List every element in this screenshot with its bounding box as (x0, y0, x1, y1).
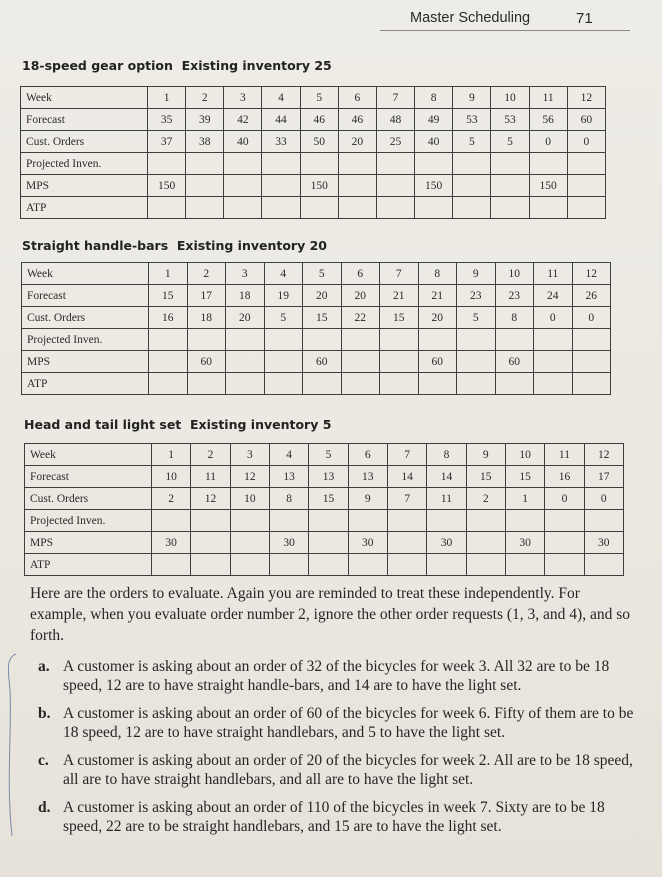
table-cell (187, 329, 226, 351)
table-cell: 23 (457, 285, 496, 307)
table-cell: 5 (491, 131, 529, 153)
table-cell: 1 (149, 263, 188, 285)
row-label: Cust. Orders (25, 488, 152, 510)
table-row (22, 373, 611, 395)
table-cell (453, 153, 491, 175)
row-label: ATP (22, 373, 149, 395)
table-cell: 26 (572, 285, 611, 307)
table-cell: 20 (418, 307, 457, 329)
table-cell (309, 510, 348, 532)
table-cell: 60 (418, 351, 457, 373)
table-cell: 5 (303, 263, 342, 285)
table-cell (191, 554, 230, 576)
table-cell: 60 (567, 109, 605, 131)
table-cell: 40 (224, 131, 262, 153)
table-cell (380, 351, 419, 373)
table-cell: 10 (495, 263, 534, 285)
table-cell: 8 (495, 307, 534, 329)
table-cell (300, 153, 338, 175)
table-cell: 11 (529, 87, 567, 109)
table-cell: 150 (148, 175, 186, 197)
table-cell: 2 (191, 444, 230, 466)
table-cell (415, 153, 453, 175)
table-cell: 14 (387, 466, 426, 488)
table-cell: 17 (584, 466, 623, 488)
order-item (30, 657, 640, 695)
order-letter: a. (38, 658, 50, 675)
table-cell (186, 153, 224, 175)
table-cell: 5 (300, 87, 338, 109)
table-cell: 49 (415, 109, 453, 131)
section-inventory: Existing inventory 20 (176, 238, 327, 253)
table-cell (534, 351, 573, 373)
row-label: ATP (21, 197, 148, 219)
table-cell (224, 153, 262, 175)
table-cell (505, 510, 544, 532)
table-cell (457, 329, 496, 351)
table-cell (567, 153, 605, 175)
table-cell: 56 (529, 109, 567, 131)
table-cell (264, 373, 303, 395)
table-cell (338, 175, 376, 197)
table-cell: 5 (453, 131, 491, 153)
table-row (21, 87, 606, 109)
table-cell: 4 (262, 87, 300, 109)
table-cell (572, 329, 611, 351)
table-cell (303, 329, 342, 351)
table-cell: 20 (341, 285, 380, 307)
table-cell: 1 (148, 87, 186, 109)
row-label: Week (22, 263, 149, 285)
table-cell (387, 510, 426, 532)
table-cell (338, 197, 376, 219)
table-cell: 15 (505, 466, 544, 488)
table-cell (341, 351, 380, 373)
table-cell (348, 510, 387, 532)
section-name: Head and tail light set (24, 417, 182, 432)
table-cell (453, 197, 491, 219)
table-cell (148, 197, 186, 219)
table-cell (264, 329, 303, 351)
table-cell (572, 351, 611, 373)
table-cell (495, 329, 534, 351)
table-cell: 48 (376, 109, 414, 131)
table-cell: 21 (418, 285, 457, 307)
table-row (25, 444, 624, 466)
table-cell (226, 373, 265, 395)
table-cell (230, 532, 269, 554)
table-cell (224, 175, 262, 197)
order-text: A customer is asking about an order of 110 of the bicycles in week 7. Sixty are to be 18 speed, 22 are to be straight handlebars, and 15 are to have the light set. (63, 799, 605, 835)
table-cell (341, 329, 380, 351)
table-cell (341, 373, 380, 395)
table-cell: 9 (466, 444, 505, 466)
table-cell (149, 351, 188, 373)
table-cell: 60 (303, 351, 342, 373)
section-title-lightset (24, 417, 331, 432)
order-letter: c. (38, 752, 49, 769)
table-cell: 11 (534, 263, 573, 285)
table-cell: 12 (567, 87, 605, 109)
table-cell: 0 (534, 307, 573, 329)
row-label: Forecast (25, 466, 152, 488)
table-cell (534, 373, 573, 395)
table-cell (584, 510, 623, 532)
table-cell (387, 554, 426, 576)
table-cell (226, 329, 265, 351)
table-cell (269, 510, 308, 532)
page-header (0, 6, 662, 28)
table-cell: 16 (545, 466, 584, 488)
table-cell (149, 373, 188, 395)
table-cell (466, 554, 505, 576)
table-cell: 10 (152, 466, 191, 488)
row-label: MPS (21, 175, 148, 197)
table-cell (380, 329, 419, 351)
table-cell (309, 532, 348, 554)
table-cell: 17 (187, 285, 226, 307)
table-cell: 2 (466, 488, 505, 510)
order-list (30, 657, 640, 845)
table-cell (453, 175, 491, 197)
row-label: Forecast (21, 109, 148, 131)
section-title-gear (22, 58, 332, 73)
table-cell (262, 197, 300, 219)
table-cell: 60 (187, 351, 226, 373)
table-cell: 11 (427, 488, 466, 510)
table-cell (262, 153, 300, 175)
table-cell (152, 554, 191, 576)
table-cell: 21 (380, 285, 419, 307)
table-cell: 15 (303, 307, 342, 329)
table-cell (191, 532, 230, 554)
table-cell (491, 175, 529, 197)
table-cell: 40 (415, 131, 453, 153)
table-row (25, 510, 624, 532)
table-cell: 6 (341, 263, 380, 285)
table-cell: 25 (376, 131, 414, 153)
table-cell (567, 197, 605, 219)
table-cell: 1 (152, 444, 191, 466)
table-cell (226, 351, 265, 373)
table-cell: 42 (224, 109, 262, 131)
table-cell (529, 153, 567, 175)
table-cell: 20 (338, 131, 376, 153)
table-cell (457, 373, 496, 395)
table-cell (300, 197, 338, 219)
table-cell: 3 (224, 87, 262, 109)
table-cell (309, 554, 348, 576)
row-label: ATP (25, 554, 152, 576)
row-label: Cust. Orders (22, 307, 149, 329)
table-cell (466, 532, 505, 554)
table-cell: 35 (148, 109, 186, 131)
table-cell (567, 175, 605, 197)
table-cell: 15 (309, 488, 348, 510)
table-cell (427, 554, 466, 576)
table-cell: 9 (348, 488, 387, 510)
table-cell: 150 (415, 175, 453, 197)
table-cell: 33 (262, 131, 300, 153)
table-row (22, 285, 611, 307)
table-cell (152, 510, 191, 532)
header-rule (380, 30, 630, 31)
table-cell (427, 510, 466, 532)
table-cell: 0 (529, 131, 567, 153)
order-letter: b. (38, 705, 51, 722)
table-cell: 6 (348, 444, 387, 466)
table-cell: 30 (427, 532, 466, 554)
table-cell (505, 554, 544, 576)
table-cell (584, 554, 623, 576)
table-cell: 13 (309, 466, 348, 488)
row-label: Week (21, 87, 148, 109)
table-cell: 12 (191, 488, 230, 510)
order-text: A customer is asking about an order of 20 of the bicycles for week 2. All are to be 18 speed, all are to have straight handlebars, and all are to have the light set. (63, 752, 633, 788)
table-cell (545, 510, 584, 532)
table-cell: 0 (572, 307, 611, 329)
table-cell: 37 (148, 131, 186, 153)
table-cell (380, 373, 419, 395)
row-label: Projected Inven. (22, 329, 149, 351)
table-cell (149, 329, 188, 351)
table-cell: 13 (348, 466, 387, 488)
table-cell (262, 175, 300, 197)
table-cell: 2 (186, 87, 224, 109)
table-cell: 30 (584, 532, 623, 554)
table-cell: 50 (300, 131, 338, 153)
order-text: A customer is asking about an order of 32 of the bicycles for week 3. All 32 are to be 18 speed, 12 are to have straight handle-bars, and 14 are to have the light set. (63, 658, 610, 694)
table-cell: 20 (226, 307, 265, 329)
table-cell: 39 (186, 109, 224, 131)
schedule-table-handlebars (21, 262, 611, 395)
table-cell: 9 (457, 263, 496, 285)
order-letter: d. (38, 799, 51, 816)
table-cell (348, 554, 387, 576)
table-cell (545, 554, 584, 576)
table-cell: 10 (505, 444, 544, 466)
table-cell (376, 197, 414, 219)
table-row (21, 109, 606, 131)
pen-bracket-mark (0, 650, 20, 840)
table-row (25, 554, 624, 576)
table-row (22, 307, 611, 329)
table-cell: 53 (491, 109, 529, 131)
section-name: Straight handle-bars (22, 238, 169, 253)
table-cell (186, 197, 224, 219)
table-cell (376, 153, 414, 175)
table-cell: 30 (505, 532, 544, 554)
table-cell (376, 175, 414, 197)
row-label: Projected Inven. (21, 153, 148, 175)
section-inventory: Existing inventory 5 (190, 417, 332, 432)
table-cell (230, 554, 269, 576)
table-cell (545, 532, 584, 554)
table-cell: 30 (152, 532, 191, 554)
table-row (25, 488, 624, 510)
table-cell: 15 (149, 285, 188, 307)
table-cell: 22 (341, 307, 380, 329)
schedule-table-lightset (24, 443, 624, 576)
section-name: 18-speed gear option (22, 58, 173, 73)
table-cell: 46 (338, 109, 376, 131)
row-label: Forecast (22, 285, 149, 307)
page-number: 71 (576, 10, 593, 27)
table-cell: 11 (191, 466, 230, 488)
table-cell (495, 373, 534, 395)
table-row (25, 466, 624, 488)
table-row (22, 351, 611, 373)
table-cell: 24 (534, 285, 573, 307)
table-cell (466, 510, 505, 532)
table-cell: 5 (264, 307, 303, 329)
table-cell: 5 (309, 444, 348, 466)
table-cell: 23 (495, 285, 534, 307)
table-cell: 12 (230, 466, 269, 488)
section-title-handlebars (22, 238, 327, 253)
table-cell (148, 153, 186, 175)
section-inventory: Existing inventory 25 (181, 58, 332, 73)
table-cell (572, 373, 611, 395)
table-cell: 7 (376, 87, 414, 109)
table-cell: 46 (300, 109, 338, 131)
table-cell (186, 175, 224, 197)
table-cell: 10 (491, 87, 529, 109)
table-cell: 11 (545, 444, 584, 466)
table-cell: 5 (457, 307, 496, 329)
table-row (21, 197, 606, 219)
table-cell (529, 197, 567, 219)
table-cell: 38 (186, 131, 224, 153)
table-row (22, 263, 611, 285)
table-cell: 7 (387, 444, 426, 466)
table-cell: 7 (387, 488, 426, 510)
table-cell: 13 (269, 466, 308, 488)
table-cell (338, 153, 376, 175)
row-label: Week (25, 444, 152, 466)
table-cell: 4 (264, 263, 303, 285)
table-cell (191, 510, 230, 532)
table-cell (491, 197, 529, 219)
order-item (30, 751, 640, 789)
table-cell: 2 (152, 488, 191, 510)
table-cell (534, 329, 573, 351)
table-cell (224, 197, 262, 219)
row-label: Projected Inven. (25, 510, 152, 532)
intro-paragraph: Here are the orders to evaluate. Again you are reminded to treat these independently. For example, when you evaluate order number 2, ignore the other order requests (1, 3, and 4), and so forth. (30, 585, 630, 644)
table-cell: 7 (380, 263, 419, 285)
table-cell (264, 351, 303, 373)
table-cell: 2 (187, 263, 226, 285)
table-cell: 18 (187, 307, 226, 329)
table-cell: 8 (415, 87, 453, 109)
table-cell: 150 (529, 175, 567, 197)
table-cell (269, 554, 308, 576)
table-cell: 0 (545, 488, 584, 510)
row-label: MPS (22, 351, 149, 373)
table-cell: 8 (427, 444, 466, 466)
table-cell: 3 (230, 444, 269, 466)
table-cell (418, 373, 457, 395)
table-cell: 30 (348, 532, 387, 554)
table-cell: 18 (226, 285, 265, 307)
table-cell (415, 197, 453, 219)
table-row (22, 329, 611, 351)
table-cell: 14 (427, 466, 466, 488)
table-cell: 10 (230, 488, 269, 510)
table-cell: 19 (264, 285, 303, 307)
table-cell (457, 351, 496, 373)
table-cell: 53 (453, 109, 491, 131)
table-cell: 3 (226, 263, 265, 285)
table-cell: 12 (584, 444, 623, 466)
table-cell: 15 (466, 466, 505, 488)
table-cell (303, 373, 342, 395)
table-cell: 0 (584, 488, 623, 510)
table-cell (418, 329, 457, 351)
table-cell: 44 (262, 109, 300, 131)
table-row (21, 131, 606, 153)
schedule-table-gear (20, 86, 606, 219)
order-item (30, 704, 640, 742)
table-cell: 0 (567, 131, 605, 153)
table-cell: 30 (269, 532, 308, 554)
table-row (21, 175, 606, 197)
table-cell (387, 532, 426, 554)
table-cell: 1 (505, 488, 544, 510)
table-cell: 16 (149, 307, 188, 329)
table-cell (187, 373, 226, 395)
table-cell: 8 (418, 263, 457, 285)
running-title: Master Scheduling (410, 10, 531, 26)
table-cell: 60 (495, 351, 534, 373)
table-cell: 150 (300, 175, 338, 197)
table-cell: 20 (303, 285, 342, 307)
table-cell (230, 510, 269, 532)
table-cell (491, 153, 529, 175)
row-label: Cust. Orders (21, 131, 148, 153)
order-item (30, 798, 640, 836)
table-cell: 4 (269, 444, 308, 466)
row-label: MPS (25, 532, 152, 554)
table-cell: 9 (453, 87, 491, 109)
table-row (25, 532, 624, 554)
table-cell: 15 (380, 307, 419, 329)
table-cell: 6 (338, 87, 376, 109)
order-text: A customer is asking about an order of 60 of the bicycles for week 6. Fifty of them are to be 18 speed, 12 are to have straight handlebars, and 5 to have the light set. (63, 705, 634, 741)
table-cell: 12 (572, 263, 611, 285)
table-row (21, 153, 606, 175)
table-cell: 8 (269, 488, 308, 510)
